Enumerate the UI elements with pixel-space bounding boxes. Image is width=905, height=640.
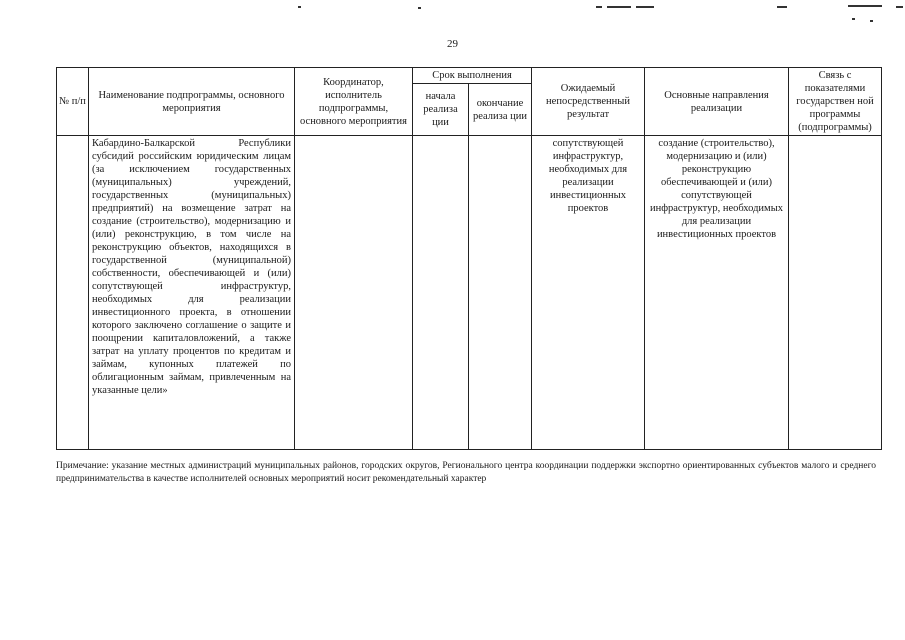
cell-link [789,136,882,450]
cell-term-start [413,136,469,450]
header-expected: Ожидаемый непосредственный результат [532,68,645,136]
header-name: Наименование подпрограммы, основного мероприятия [89,68,295,136]
header-term-start: начала реализа ции [413,84,469,136]
table-row [57,136,882,450]
header-term-group: Срок выполнения [413,68,532,84]
footnote: Примечание: указание местных администраций муниципальных районов, городских округов, Регионального центра координации поддержки экспортно ориентированных субъектов малого и среднего предпринимательства в качестве исполнителей основных мероприятий носит рекомендательный характер [56,461,876,484]
cell-num [57,136,89,450]
cell-directions: создание (строительство), модернизацию и (или) реконструкцию обеспечивающей и (или) сопутствующей инфраструктур, необходимых для реализации инвестиционных проектов [645,136,789,450]
cell-term-end [469,136,532,450]
header-num: № п/п [57,68,89,136]
scan-artifact-marks [0,0,905,30]
page-number: 29 [447,38,458,50]
header-link: Связь с показателями государствен ной программы (подпрограммы) [789,68,882,136]
cell-expected: сопутствующей инфраструктур, необходимых для реализации инвестиционных проектов [532,136,645,450]
cell-coordinator [295,136,413,450]
program-table [56,67,882,450]
header-coordinator: Координатор, исполнитель подпрограммы, основного мероприятия [295,68,413,136]
header-term-end: окончание реализа ции [469,84,532,136]
cell-name: Кабардино-Балкарской Республики субсидий российским юридическим лицам (за исключением государственных (муниципальных) учреждений, государственных (муниципальных) предприятий) на возмещение затрат на создание (строительство), модернизацию и (или) реконструкцию, в том числе на реконструкцию объектов, находящихся в государственной (муниципальной) собственности, обеспечивающей и (или) сопутствующей инфраструктур, необходимых для реализации инвестиционного проекта, в отношении которого заключено соглашение о защите и поощрении капиталовложений, а также затрат на уплату процентов по кредитам и займам, купонных платежей по облигационным займам, привлеченным на указанные цели» [89,136,295,450]
header-directions: Основные направления реализации [645,68,789,136]
